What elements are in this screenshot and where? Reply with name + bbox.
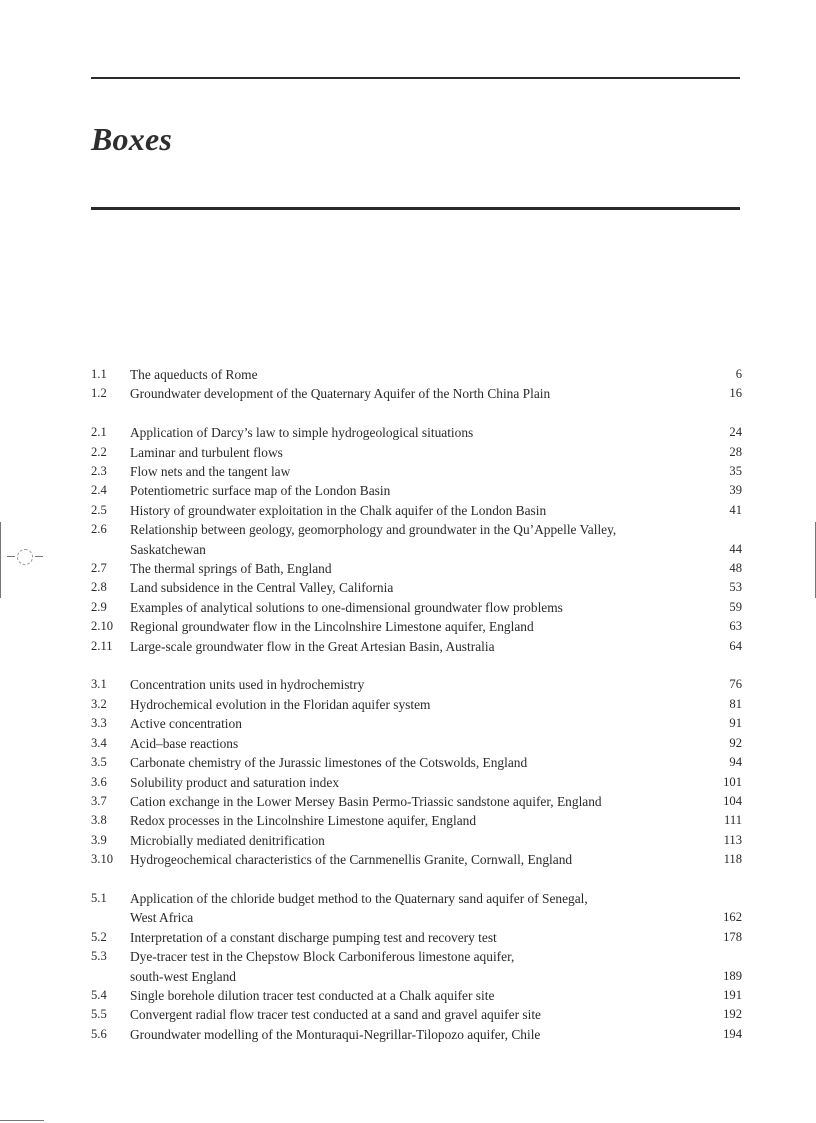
box-number: 2.7 [91, 561, 107, 576]
box-title: Saskatchewan [130, 541, 206, 557]
box-title: Flow nets and the tangent law [130, 464, 291, 480]
box-number: 5.3 [91, 949, 107, 964]
box-group [91, 365, 742, 404]
box-page-number: 113 [723, 832, 742, 847]
box-title: Groundwater development of the Quaternary Aquifer of the North China Plain [130, 386, 551, 402]
top-rule [91, 77, 740, 79]
box-page-number: 104 [723, 793, 742, 808]
box-page-number [682, 947, 742, 966]
box-title: Active concentration [130, 716, 242, 732]
box-entry [91, 598, 742, 617]
box-page-number: 44 [729, 541, 742, 556]
box-title: Solubility product and saturation index [130, 774, 340, 790]
box-entry [91, 714, 742, 733]
box-number: 2.4 [91, 483, 107, 498]
box-page-number: 24 [729, 425, 742, 440]
box-title: Concentration units used in hydrochemistry [130, 677, 365, 693]
box-title: Microbially mediated denitrification [130, 832, 325, 848]
box-title: south-west England [130, 968, 236, 984]
box-number: 3.10 [91, 852, 114, 867]
box-title: Redox processes in the Lincolnshire Limestone aquifer, England [130, 813, 477, 829]
box-entry [91, 637, 742, 656]
crop-mark-left-horizontal [7, 556, 15, 557]
crop-mark-bottom-left [0, 1120, 44, 1121]
box-number: 3.2 [91, 696, 107, 711]
box-number: 2.11 [91, 638, 113, 653]
box-number: 5.4 [91, 987, 107, 1002]
box-page-number: 178 [723, 929, 742, 944]
box-number: 3.8 [91, 813, 107, 828]
box-entry [91, 734, 742, 753]
box-number: 1.2 [91, 386, 107, 401]
box-title: Carbonate chemistry of the Jurassic limestones of the Cotswolds, England [130, 755, 528, 771]
box-number [91, 540, 130, 559]
box-number: 2.8 [91, 580, 107, 595]
box-entry [91, 481, 742, 500]
box-page-number: 63 [729, 619, 742, 634]
box-title: Application of Darcy’s law to simple hydrogeological situations [130, 425, 474, 441]
box-group [91, 889, 742, 1044]
box-number: 3.9 [91, 832, 107, 847]
box-page-number: 28 [729, 444, 742, 459]
bottom-rule [91, 207, 740, 210]
box-entry [91, 675, 742, 694]
box-entry [91, 501, 742, 520]
box-entry [91, 1025, 742, 1044]
box-page-number: 16 [729, 386, 742, 401]
box-entry [91, 753, 742, 772]
box-title: Hydrochemical evolution in the Floridan aquifer system [130, 696, 431, 712]
box-entry [91, 559, 742, 578]
box-title: Acid–base reactions [130, 735, 239, 751]
box-number: 5.5 [91, 1007, 107, 1022]
box-entry [91, 831, 742, 850]
box-page-number: 91 [729, 716, 742, 731]
box-title: Cation exchange in the Lower Mersey Basin Permo-Triassic sandstone aquifer, England [130, 793, 602, 809]
box-entry [91, 540, 742, 559]
page-title: Boxes [91, 121, 172, 157]
box-number: 5.2 [91, 929, 107, 944]
box-page-number: 101 [723, 774, 742, 789]
box-entry [91, 695, 742, 714]
box-page-number: 6 [735, 367, 742, 381]
box-entry [91, 986, 742, 1005]
box-title: Convergent radial flow tracer test conducted at a sand and gravel aquifer site [130, 1007, 541, 1023]
box-page-number [682, 520, 742, 539]
box-number: 5.6 [91, 1026, 107, 1041]
box-page-number: 92 [729, 735, 742, 750]
box-entry [91, 928, 742, 947]
box-page-number: 192 [723, 1007, 742, 1022]
box-entry [91, 850, 742, 869]
box-number: 3.1 [91, 677, 107, 692]
box-title: Hydrogeochemical characteristics of the Carnmenellis Granite, Cornwall, England [130, 852, 573, 868]
box-page-number: 64 [729, 638, 742, 653]
box-title: Examples of analytical solutions to one-dimensional groundwater flow problems [130, 599, 563, 615]
box-title: Single borehole dilution tracer test conducted at a Chalk aquifer site [130, 987, 495, 1003]
box-title: Interpretation of a constant discharge pumping test and recovery test [130, 929, 497, 945]
box-number: 5.1 [91, 890, 107, 905]
box-page-number: 48 [729, 561, 742, 576]
box-number: 2.5 [91, 502, 107, 517]
box-list [91, 365, 742, 1064]
box-title: Regional groundwater flow in the Lincolnshire Limestone aquifer, England [130, 619, 534, 635]
box-page-number: 111 [724, 813, 742, 828]
box-entry [91, 617, 742, 636]
box-number: 3.6 [91, 774, 107, 789]
box-entry [91, 1005, 742, 1024]
box-page-number: 94 [729, 755, 742, 770]
box-page-number: 81 [729, 696, 742, 711]
box-entry [91, 423, 742, 442]
box-number: 2.1 [91, 425, 107, 440]
box-number: 2.6 [91, 522, 107, 537]
box-number: 3.5 [91, 755, 107, 770]
box-entry [91, 578, 742, 597]
box-page-number [682, 889, 742, 908]
box-title: Groundwater modelling of the Monturaqui-Negrillar-Tilopozo aquifer, Chile [130, 1026, 541, 1042]
box-entry [91, 889, 742, 908]
box-number [91, 908, 130, 927]
box-page-number: 39 [729, 483, 742, 498]
box-entry [91, 365, 742, 384]
box-page-number: 191 [723, 987, 742, 1002]
box-entry [91, 443, 742, 462]
box-number: 3.3 [91, 716, 107, 731]
box-number: 2.9 [91, 599, 107, 614]
box-page-number: 162 [723, 910, 742, 925]
box-entry [91, 792, 742, 811]
box-number: 2.2 [91, 444, 107, 459]
box-entry [91, 773, 742, 792]
box-title: Relationship between geology, geomorphology and groundwater in the Qu’Appelle Valley, [130, 522, 617, 538]
box-number: 2.10 [91, 619, 114, 634]
box-title: History of groundwater exploitation in the Chalk aquifer of the London Basin [130, 502, 547, 518]
box-entry [91, 520, 742, 539]
box-number [91, 967, 130, 986]
box-entry [91, 384, 742, 403]
box-title: Dye-tracer test in the Chepstow Block Carboniferous limestone aquifer, [130, 949, 515, 965]
box-number: 1.1 [91, 367, 107, 381]
box-title: The thermal springs of Bath, England [130, 561, 332, 577]
box-title: Land subsidence in the Central Valley, California [130, 580, 394, 596]
box-title: Application of the chloride budget method to the Quaternary sand aquifer of Senegal, [130, 890, 588, 906]
crop-mark-right-horizontal [35, 556, 43, 557]
box-title: West Africa [130, 910, 194, 926]
box-title: The aqueducts of Rome [130, 367, 258, 382]
box-number: 3.7 [91, 793, 107, 808]
box-title: Potentiometric surface map of the London Basin [130, 483, 391, 499]
box-entry [91, 811, 742, 830]
box-entry [91, 967, 742, 986]
box-group [91, 423, 742, 656]
box-title: Large-scale groundwater flow in the Great Artesian Basin, Australia [130, 638, 495, 654]
box-entry [91, 908, 742, 927]
box-page-number: 118 [723, 852, 742, 867]
box-page-number: 53 [729, 580, 742, 595]
box-title: Laminar and turbulent flows [130, 444, 283, 460]
box-group [91, 675, 742, 869]
box-page-number: 59 [729, 599, 742, 614]
box-page-number: 76 [729, 677, 742, 692]
registration-mark [17, 549, 33, 565]
box-entry [91, 462, 742, 481]
box-page-number: 194 [723, 1026, 742, 1041]
box-entry [91, 947, 742, 966]
crop-mark-left-vertical [0, 522, 1, 598]
box-number: 3.4 [91, 735, 107, 750]
box-page-number: 189 [723, 968, 742, 983]
box-page-number: 41 [729, 502, 742, 517]
box-number: 2.3 [91, 464, 107, 479]
box-page-number: 35 [729, 464, 742, 479]
